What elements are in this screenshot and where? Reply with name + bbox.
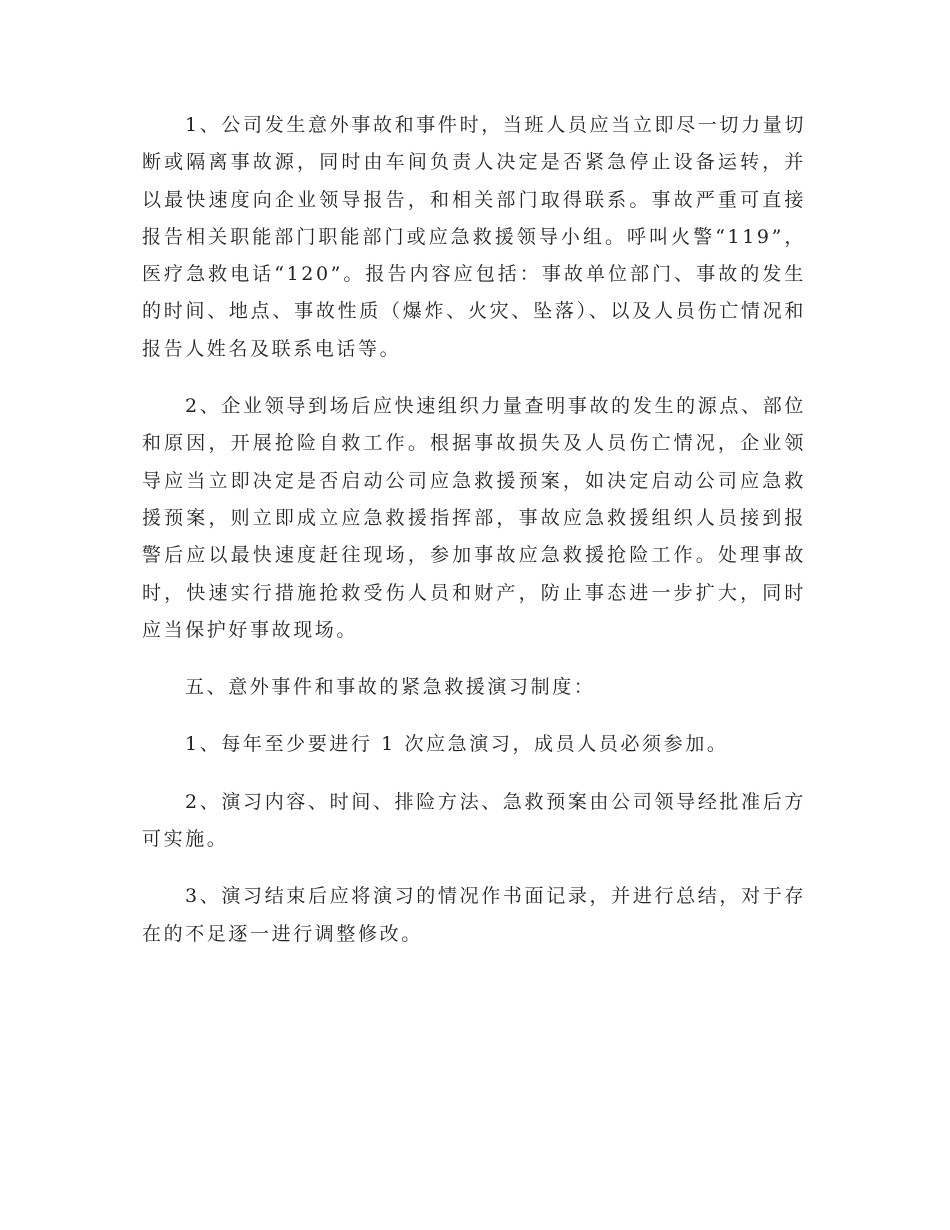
paragraph-drill-frequency: 1、每年至少要进行 1 次应急演习，成员人员必须参加。 [185, 733, 729, 756]
paragraph-report-procedure: 1、公司发生意外事故和事件时，当班人员应当立即尽一切力量切断或隔离事故源，同时由车间负责人决定是否紧急停止设备运转，并以最快速度向企业领导报告，和相关部门取得联系。事故严重可直接报告相关职能部门职能部门或应急救援领导小组。呼叫火警“119”，医疗急救电话“120”。报告内容应包括：事故单位部门、事故的发生的时间、地点、事故性质（爆炸、火灾、坠落）、以及人员伤亡情况和报告人姓名及联系电话等。 [142, 114, 806, 360]
paragraph-rescue-procedure: 2、企业领导到场后应快速组织力量查明事故的发生的源点、部位和原因，开展抢险自救工作。根据事故损失及人员伤亡情况，企业领导应当立即决定是否启动公司应急救援预案，如决定启动公司应急救援预案，则立即成立应急救援指挥部，事故应急救援组织人员接到报警后应以最快速度赶往现场，参加事故应急救援抢险工作。处理事故时，快速实行措施抢救受伤人员和财产，防止事态进一步扩大，同时应当保护好事故现场。 [142, 395, 806, 641]
paragraph-drill-approval: 2、演习内容、时间、排险方法、急救预案由公司领导经批准后方可实施。 [142, 790, 806, 851]
paragraph-drill-review: 3、演习结束后应将演习的情况作书面记录，并进行总结，对于存在的不足逐一进行调整修改。 [142, 885, 806, 945]
document-body [142, 107, 806, 973]
section-heading-drill-system: 五、意外事件和事故的紧急救援演习制度： [185, 676, 596, 699]
